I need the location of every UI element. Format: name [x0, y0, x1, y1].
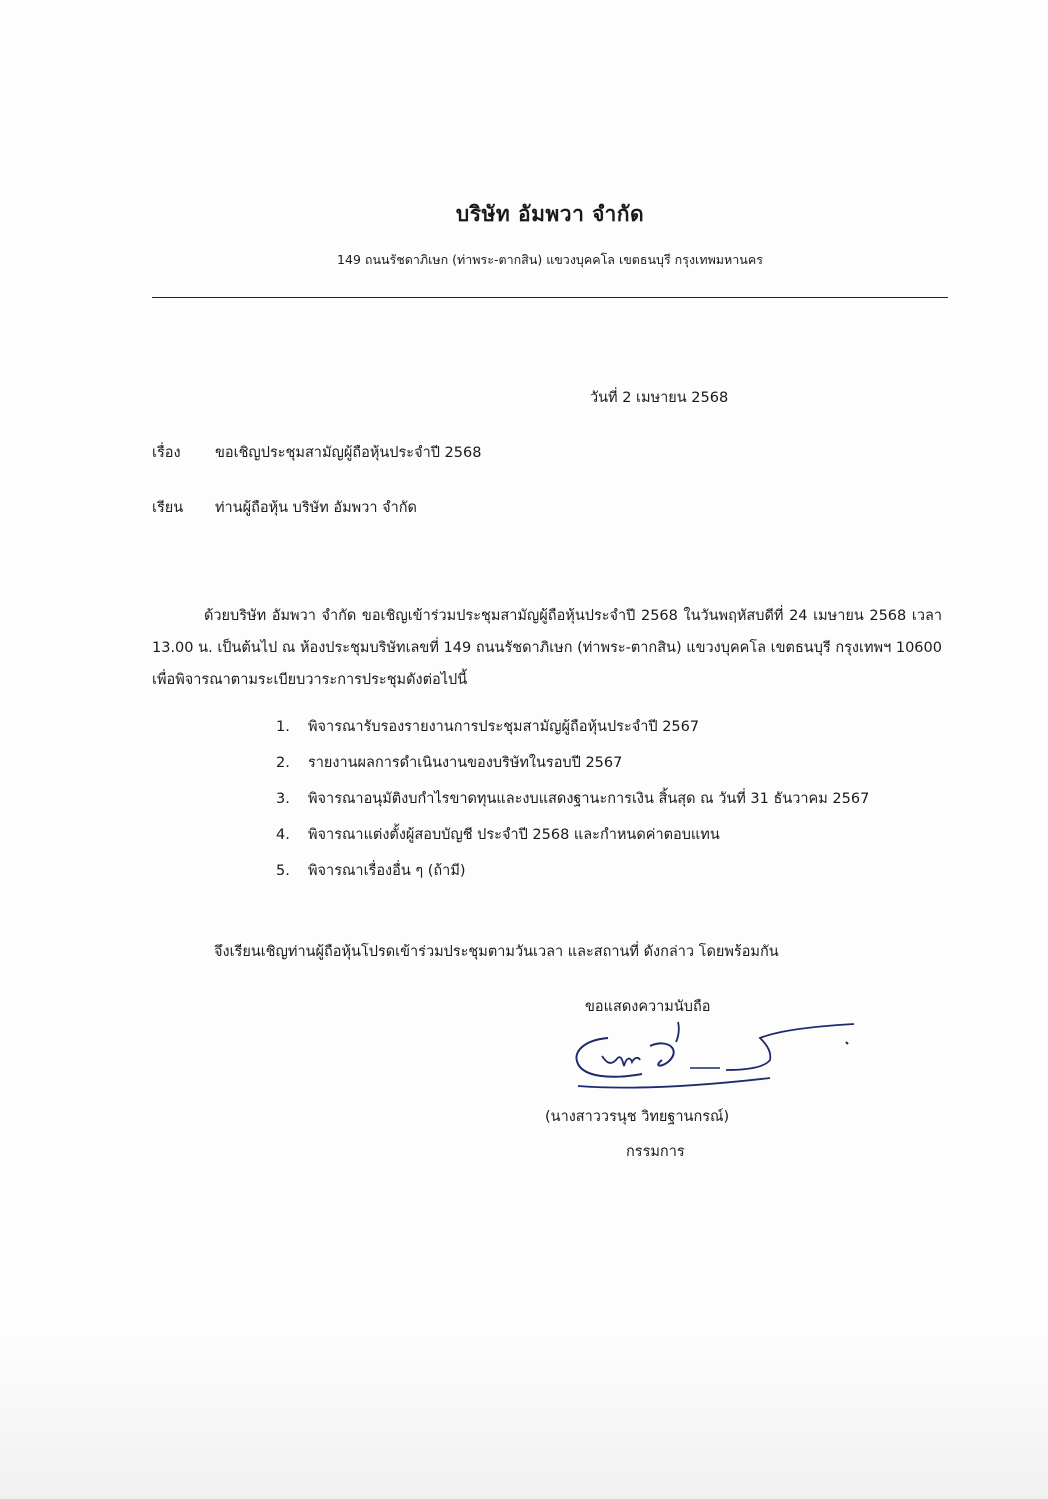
signer-name: (นางสาววรนุช วิทยฐานกรณ์) [545, 1109, 730, 1125]
company-name: บริษัท อัมพวา จำกัด [455, 202, 645, 226]
agenda-text: พิจารณาอนุมัติงบกำไรขาดทุนและงบแสดงฐานะการเงิน สิ้นสุด ณ วันที่ 31 ธันวาคม 2567 [308, 791, 870, 807]
agenda-item [276, 751, 869, 787]
agenda-text: พิจารณารับรองรายงานการประชุมสามัญผู้ถือหุ้นประจำปี 2567 [308, 719, 700, 735]
subject-text: ขอเชิญประชุมสามัญผู้ถือหุ้นประจำปี 2568 [215, 445, 482, 461]
agenda-item [276, 823, 869, 859]
agenda-number: 4. [276, 827, 290, 843]
scan-shadow [0, 1339, 1048, 1499]
handwritten-signature [550, 1000, 870, 1110]
letter-date: วันที่ 2 เมษายน 2568 [590, 390, 729, 406]
regards-text: ขอแสดงความนับถือ [585, 999, 711, 1015]
body-paragraph: ด้วยบริษัท อัมพวา จำกัด ขอเชิญเข้าร่วมประชุมสามัญผู้ถือหุ้นประจำปี 2568 ในวันพฤหัสบดีที่ 24 เมษายน 2568 เวลา 13.00 น. เป็นต้นไป ณ ห้องประชุมบริษัทเลขที่ 149 ถนนรัชดาภิเษก (ท่าพระ-ตากสิน) แขวงบุคคโล เขตธนบุรี กรุงเทพฯ 10600 เพื่อพิจารณาตามระเบียบวาระการประชุมดังต่อไปนี้ [152, 608, 942, 688]
header-divider [152, 297, 948, 298]
agenda-number: 2. [276, 755, 290, 771]
agenda-item [276, 787, 869, 823]
agenda-item [276, 715, 869, 751]
agenda-item [276, 859, 869, 895]
agenda-text: พิจารณาเรื่องอื่น ๆ (ถ้ามี) [308, 863, 466, 879]
agenda-list [276, 715, 869, 895]
agenda-number: 3. [276, 791, 290, 807]
agenda-text: รายงานผลการดำเนินงานของบริษัทในรอบปี 2567 [308, 755, 623, 771]
closing-sentence: จึงเรียนเชิญท่านผู้ถือหุ้นโปรดเข้าร่วมประชุมตามวันเวลา และสถานที่ ดังกล่าว โดยพร้อมกัน [214, 944, 779, 960]
recipient-text: ท่านผู้ถือหุ้น บริษัท อัมพวา จำกัด [215, 500, 417, 516]
signer-title: กรรมการ [626, 1144, 685, 1160]
subject-label: เรื่อง [152, 445, 181, 461]
agenda-number: 5. [276, 863, 290, 879]
company-address: 149 ถนนรัชดาภิเษก (ท่าพระ-ตากสิน) แขวงบุคคโล เขตธนบุรี กรุงเทพมหานคร [337, 252, 763, 267]
agenda-text: พิจารณาแต่งตั้งผู้สอบบัญชี ประจำปี 2568 และกำหนดค่าตอบแทน [308, 827, 720, 843]
recipient-label: เรียน [152, 500, 184, 516]
agenda-number: 1. [276, 719, 290, 735]
